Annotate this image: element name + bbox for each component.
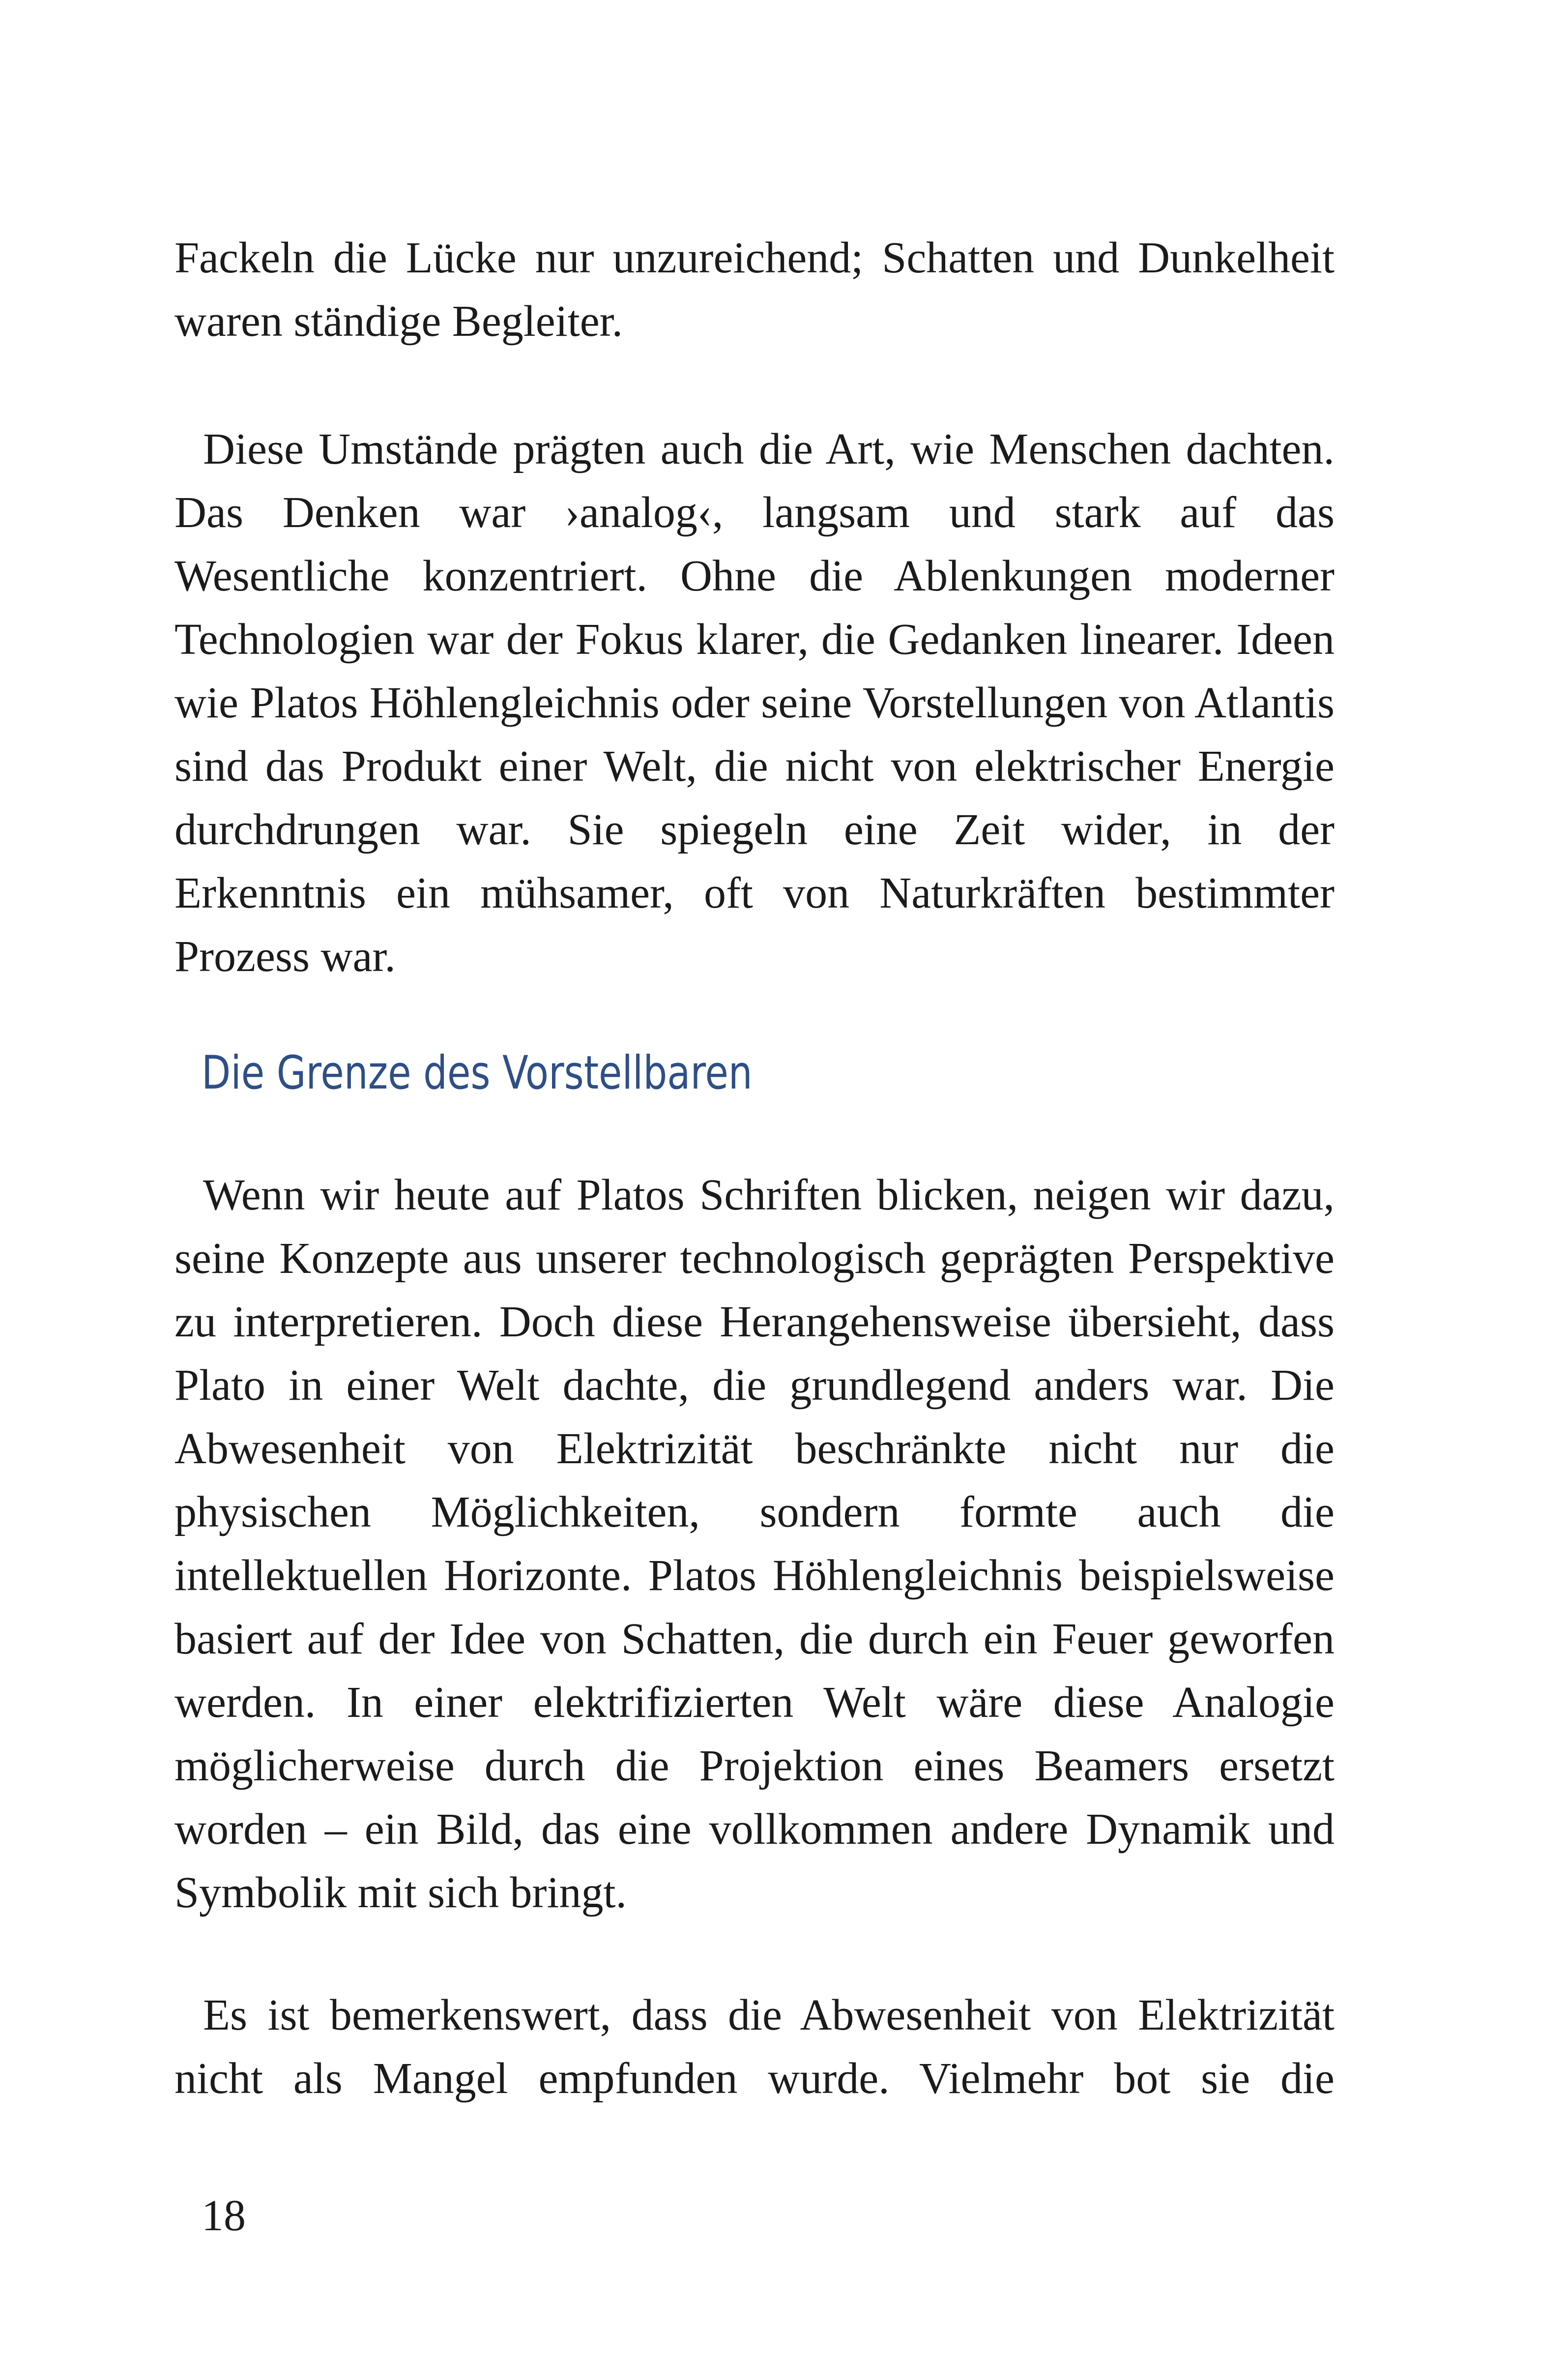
paragraph-diese-umstaende: Diese Umstände prägten auch die Art, wie Menschen dachten. Das Denken war ›analog‹, langsam und stark auf das Wesentliche konzentriert. Ohne die Ablenkungen moderner Technologien war der Fokus klarer, die Gedanken linearer. Ideen wie Platos Höhlengleichnis oder seine Vorstellungen von Atlantis sind das Produkt einer Welt, die nicht von elektrischer Energie durchdrungen war. Sie spiegeln eine Zeit wider, in der Erkenntnis ein mühsamer, oft von Naturkräften bestimmter Prozess war. (174, 425, 1335, 981)
section-heading: Die Grenze des Vorstellbaren (202, 1046, 753, 1100)
paragraph-wenn-wir-heute: Wenn wir heute auf Platos Schriften blicken, neigen wir dazu, seine Konzepte aus unserer technologisch geprägten Perspektive zu interpretieren. Doch diese Herangehensweise übersieht, dass Plato in einer Welt dachte, die grundlegend anders war. Die Abwesenheit von Elektrizität beschränkte nicht nur die physischen Möglichkeiten, sondern formte auch die intellektuellen Horizonte. Platos Höhlengleichnis beispielsweise basiert auf der Idee von Schatten, die durch ein Feuer geworfen werden. In einer elektrifizierten Welt wäre diese Analogie möglicherweise durch die Projektion eines Beamers ersetzt worden – ein Bild, das eine vollkommen andere Dynamik und Symbolik mit sich bringt. (174, 1171, 1335, 1917)
paragraph-intro: Fackeln die Lücke nur unzureichend; Schatten und Dunkelheit waren ständige Begleiter. (174, 234, 1335, 346)
page-number: 18 (202, 2191, 246, 2240)
paragraph-es-ist-bemerkenswert: Es ist bemerkenswert, dass die Abwesenheit von Elektrizität nicht als Mangel empfunden wurde. Vielmehr bot sie die (174, 1991, 1335, 2103)
